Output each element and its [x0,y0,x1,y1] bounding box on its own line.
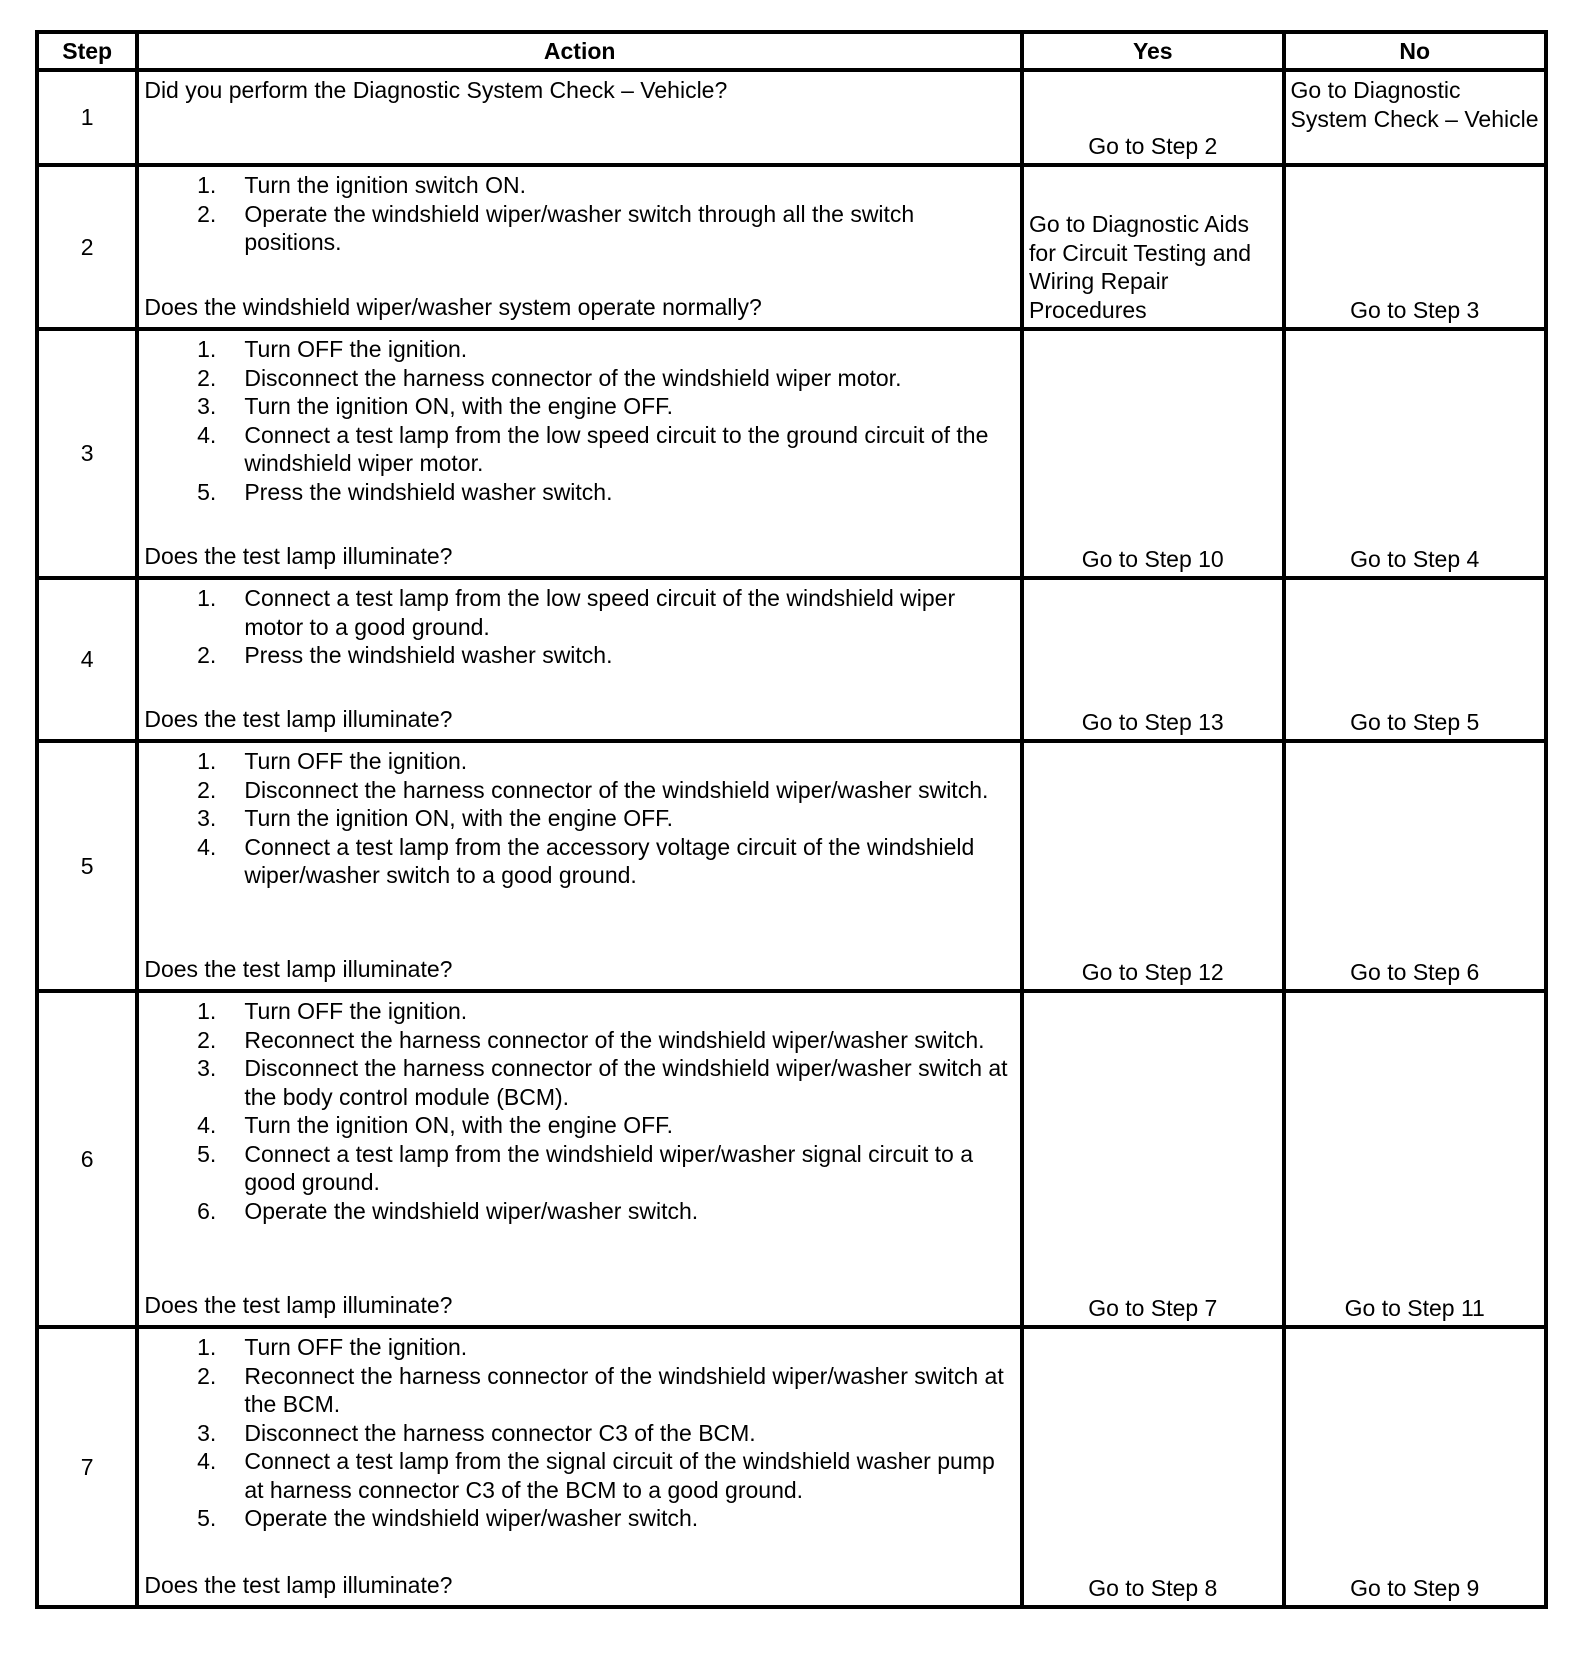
header-no: No [1284,32,1547,70]
step-number: 6 [37,991,137,1327]
list-item: 5. Operate the windshield wiper/washer switch. [197,1505,699,1531]
list-item: 2. Operate the windshield wiper/washer switch through all the switch positions. [197,200,915,255]
list-item: 1. Connect a test lamp from the low speed circuit of the windshield wiper motor to a good ground. [197,585,956,640]
yes-cell: Go to Step 12 [1022,741,1283,991]
action-cell [137,991,1022,1327]
table-row [37,70,1546,165]
step-number: 1 [37,70,137,165]
no-cell: Go to Diagnostic System Check – Vehicle [1284,70,1547,165]
yes-cell: Go to Step 13 [1022,578,1283,741]
table-row [37,578,1546,741]
table-row [37,1327,1546,1607]
table-row [37,741,1546,991]
no-cell: Go to Step 5 [1284,578,1547,741]
step-number: 7 [37,1327,137,1607]
no-cell: Go to Step 4 [1284,329,1547,578]
list-item: 4. Turn the ignition ON, with the engine OFF. [197,1112,674,1138]
list-item: 5. Press the windshield washer switch. [197,478,613,505]
no-cell: Go to Step 3 [1284,165,1547,329]
action-steps [144,335,1016,506]
list-item: 1. Turn the ignition switch ON. [197,172,526,198]
list-item: 2. Reconnect the harness connector of the windshield wiper/washer switch at the BCM. [197,1362,1004,1417]
no-cell: Go to Step 11 [1284,991,1547,1327]
action-question: Does the test lamp illuminate? [144,955,453,982]
action-cell [137,1327,1022,1607]
header-row [37,32,1546,70]
list-item: 1. Turn OFF the ignition. [197,998,468,1024]
no-cell: Go to Step 9 [1284,1327,1547,1607]
list-item: 6. Operate the windshield wiper/washer switch. [197,1197,699,1224]
diagnostic-table [35,30,1548,1609]
action-question: Does the test lamp illuminate? [144,705,453,732]
list-item: 4. Connect a test lamp from the signal circuit of the windshield washer pump at harness connector C3 of the BCM to a good ground. [197,1448,995,1503]
action-steps [144,171,1016,257]
table-row [37,165,1546,329]
action-steps [144,584,1016,670]
list-item: 4. Connect a test lamp from the accessory voltage circuit of the windshield wiper/washer switch to a good ground. [197,833,975,888]
yes-cell: Go to Step 10 [1022,329,1283,578]
action-question: Does the test lamp illuminate? [144,542,453,569]
list-item: 2. Disconnect the harness connector of the windshield wiper motor. [197,364,902,391]
step-number: 4 [37,578,137,741]
list-item: 4. Connect a test lamp from the low speed circuit to the ground circuit of the windshield wiper motor. [197,421,989,476]
list-item: 3. Disconnect the harness connector C3 of the BCM. [197,1419,756,1446]
action-question: Does the test lamp illuminate? [144,1571,453,1598]
action-cell [137,741,1022,991]
step-number: 2 [37,165,137,329]
action-steps [144,747,1016,890]
list-item: 5. Connect a test lamp from the windshield wiper/washer signal circuit to a good ground. [197,1140,973,1195]
yes-cell: Go to Step 8 [1022,1327,1283,1607]
header-action: Action [137,32,1022,70]
table-row [37,329,1546,578]
action-cell [137,578,1022,741]
list-item: 2. Reconnect the harness connector of the windshield wiper/washer switch. [197,1026,985,1053]
list-item: 1. Turn OFF the ignition. [197,336,468,362]
action-question: Does the test lamp illuminate? [144,1291,453,1318]
action-steps [144,997,1016,1225]
list-item: 1. Turn OFF the ignition. [197,1334,468,1360]
yes-cell: Go to Step 7 [1022,991,1283,1327]
action-question: Does the windshield wiper/washer system operate normally? [144,293,762,320]
yes-cell: Go to Step 2 [1022,70,1283,165]
list-item: 1. Turn OFF the ignition. [197,748,468,774]
step-number: 5 [37,741,137,991]
action-steps [144,1333,1016,1533]
table-row [37,991,1546,1327]
action-intro: Did you perform the Diagnostic System Check – Vehicle? [144,77,728,103]
action-cell [137,70,1022,165]
no-cell: Go to Step 6 [1284,741,1547,991]
list-item: 3. Disconnect the harness connector of the windshield wiper/washer switch at the body control module (BCM). [197,1055,1008,1110]
header-yes: Yes [1022,32,1283,70]
action-cell [137,329,1022,578]
list-item: 3. Turn the ignition ON, with the engine OFF. [197,805,674,831]
header-step: Step [37,32,137,70]
yes-cell: Go to Diagnostic Aids for Circuit Testing and Wiring Repair Procedures [1022,165,1283,329]
list-item: 3. Turn the ignition ON, with the engine OFF. [197,393,674,419]
list-item: 2. Press the windshield washer switch. [197,642,613,668]
action-cell [137,165,1022,329]
step-number: 3 [37,329,137,578]
list-item: 2. Disconnect the harness connector of the windshield wiper/washer switch. [197,776,989,803]
